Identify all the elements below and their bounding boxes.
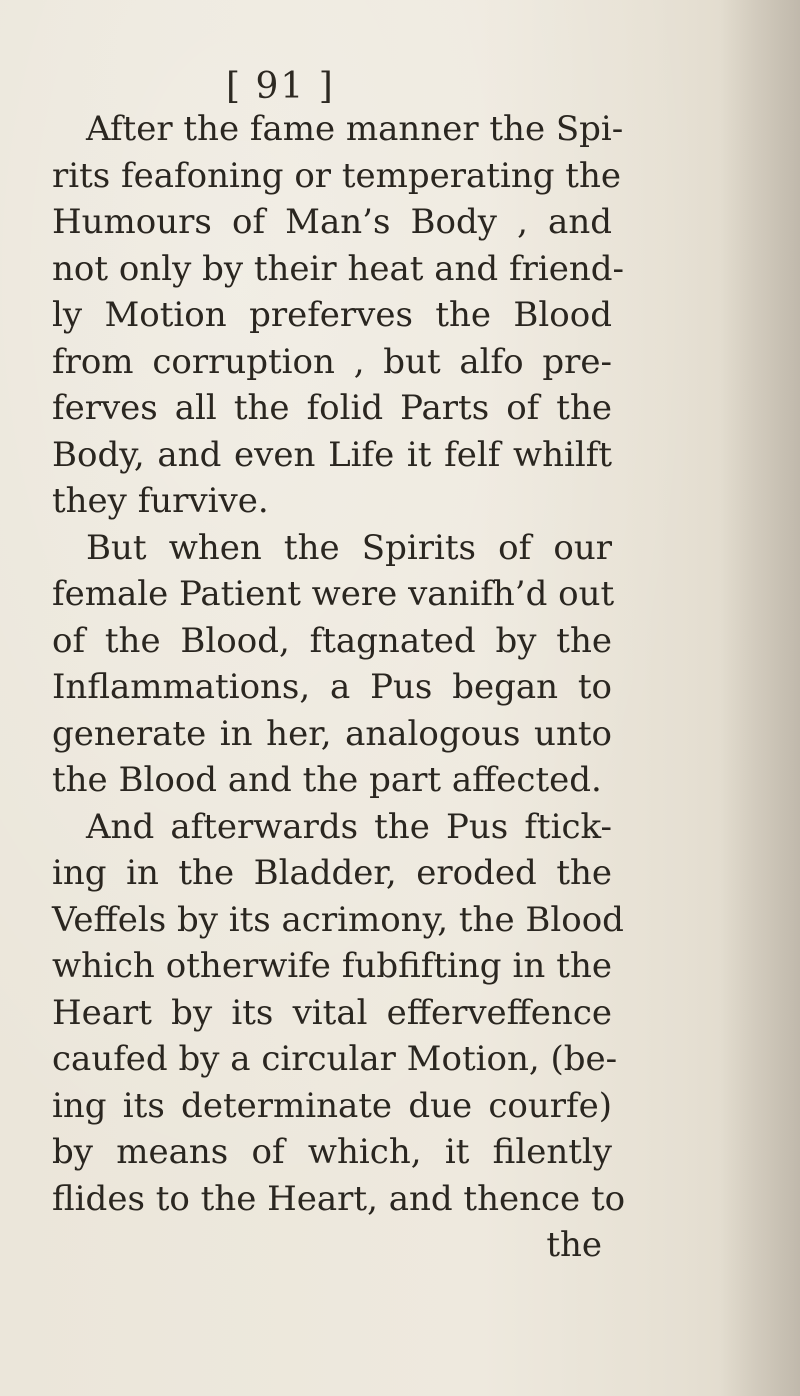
text-line: After the fame manner the Spi- bbox=[86, 109, 624, 149]
page-number: [ 91 ] bbox=[226, 66, 335, 107]
text-line: they furvive. bbox=[52, 481, 269, 521]
text-line: from corruption , but alfo pre- bbox=[52, 341, 612, 382]
catchword: the bbox=[546, 1225, 602, 1265]
text-line: by means of which, it filently bbox=[52, 1132, 612, 1172]
text-line: not only by their heat and friend- bbox=[52, 248, 624, 289]
text-line: which otherwife fubfifting in the bbox=[52, 946, 612, 986]
text-line: ing its determinate due courfe) bbox=[52, 1085, 612, 1126]
text-line: But when the Spirits of our bbox=[86, 527, 612, 568]
text-line: caufed by a circular Motion, (be- bbox=[52, 1039, 618, 1079]
text-line: Inflammations, a Pus began to bbox=[52, 667, 612, 707]
text-line: rits feafoning or temperating the bbox=[52, 155, 621, 196]
text-line: female Patient were vanifh’d out bbox=[52, 574, 615, 614]
text-line: And afterwards the Pus ftick- bbox=[86, 806, 612, 847]
body-text bbox=[52, 106, 626, 1269]
text-line: generate in her, analogous unto bbox=[52, 713, 612, 754]
text-line: Heart by its vital efferveffence bbox=[52, 992, 612, 1033]
text-line: flides to the Heart, and thence to bbox=[52, 1178, 626, 1219]
text-line: Veffels by its acrimony, the Blood bbox=[52, 899, 624, 940]
page-gutter-shadow bbox=[720, 0, 800, 1396]
text-line: Body, and even Life it felf whilft bbox=[52, 434, 612, 475]
text-line: ly Motion preferves the Blood bbox=[52, 295, 612, 335]
text-line: ing in the Bladder, eroded the bbox=[52, 853, 612, 893]
text-line: Humours of Man’s Body , and bbox=[52, 202, 612, 242]
text-line: of the Blood, ftagnated by the bbox=[52, 620, 612, 661]
text-line: the Blood and the part affected. bbox=[52, 760, 602, 800]
text-line: ferves all the folid Parts of the bbox=[52, 388, 612, 428]
